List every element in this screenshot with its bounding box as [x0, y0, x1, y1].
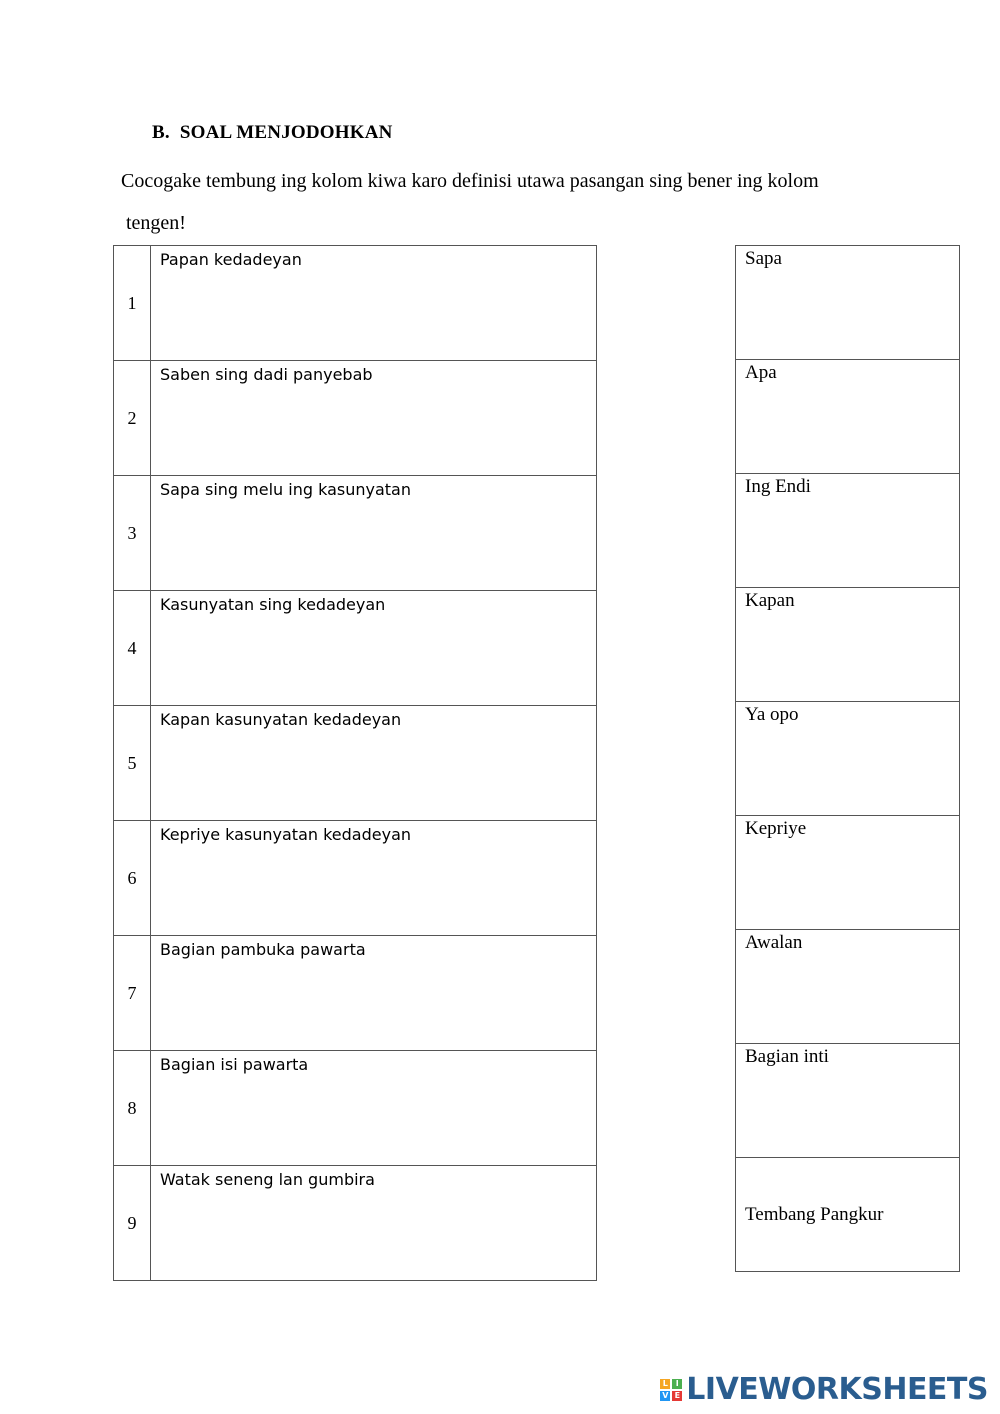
answer-cell[interactable]: Tembang Pangkur [736, 1158, 960, 1272]
definition-row [114, 1051, 597, 1166]
definition-row [114, 476, 597, 591]
liveworksheets-logo-icon [660, 1379, 682, 1401]
row-number: 2 [114, 361, 151, 476]
answer-cell[interactable]: Awalan [736, 930, 960, 1044]
answer-cell[interactable]: Apa [736, 360, 960, 474]
row-number: 5 [114, 706, 151, 821]
answer-row [736, 816, 960, 930]
row-number: 1 [114, 246, 151, 361]
instruction-line-2: tengen! [126, 212, 186, 234]
row-number: 7 [114, 936, 151, 1051]
row-number: 4 [114, 591, 151, 706]
logo-tile: V [662, 1390, 669, 1400]
row-number: 8 [114, 1051, 151, 1166]
answer-cell[interactable]: Kepriye [736, 816, 960, 930]
answer-row [736, 588, 960, 702]
answer-cell[interactable]: Kapan [736, 588, 960, 702]
instruction-line-1: Cocogake tembung ing kolom kiwa karo definisi utawa pasangan sing bener ing kolom [121, 170, 819, 192]
definition-cell[interactable]: Bagian pambuka pawarta [151, 936, 597, 1051]
answer-cell[interactable]: Sapa [736, 246, 960, 360]
instruction-text [121, 160, 921, 244]
answer-row [736, 474, 960, 588]
definition-row [114, 246, 597, 361]
definition-cell[interactable]: Kapan kasunyatan kedadeyan [151, 706, 597, 821]
definition-row [114, 821, 597, 936]
definition-row [114, 706, 597, 821]
definition-row [114, 936, 597, 1051]
logo-tile: E [672, 1391, 682, 1401]
answer-row [736, 1158, 960, 1272]
answer-cell[interactable]: Bagian inti [736, 1044, 960, 1158]
answer-row [736, 1044, 960, 1158]
answer-cell[interactable]: Ya opo [736, 702, 960, 816]
definition-cell[interactable]: Kepriye kasunyatan kedadeyan [151, 821, 597, 936]
section-heading [152, 122, 393, 144]
answer-cell[interactable]: Ing Endi [736, 474, 960, 588]
definition-cell[interactable]: Sapa sing melu ing kasunyatan [151, 476, 597, 591]
definition-row [114, 361, 597, 476]
answer-row [736, 360, 960, 474]
logo-tile: L [660, 1379, 670, 1389]
definition-cell[interactable]: Bagian isi pawarta [151, 1051, 597, 1166]
row-number: 6 [114, 821, 151, 936]
brand-text: LIVEWORKSHEETS [686, 1372, 988, 1407]
row-number: 9 [114, 1166, 151, 1281]
definition-cell[interactable]: Papan kedadeyan [151, 246, 597, 361]
definitions-table [113, 245, 597, 1281]
answers-table [735, 245, 960, 1272]
definition-row [114, 591, 597, 706]
answer-row [736, 246, 960, 360]
section-title: SOAL MENJODOHKAN [179, 122, 393, 143]
row-number: 3 [114, 476, 151, 591]
logo-tile: I [672, 1379, 682, 1389]
definition-cell[interactable]: Watak seneng lan gumbira [151, 1166, 597, 1281]
liveworksheets-brand [660, 1372, 988, 1407]
section-letter: B. [152, 122, 170, 143]
answer-row [736, 702, 960, 816]
answer-row [736, 930, 960, 1044]
definition-row [114, 1166, 597, 1281]
definition-cell[interactable]: Kasunyatan sing kedadeyan [151, 591, 597, 706]
definition-cell[interactable]: Saben sing dadi panyebab [151, 361, 597, 476]
